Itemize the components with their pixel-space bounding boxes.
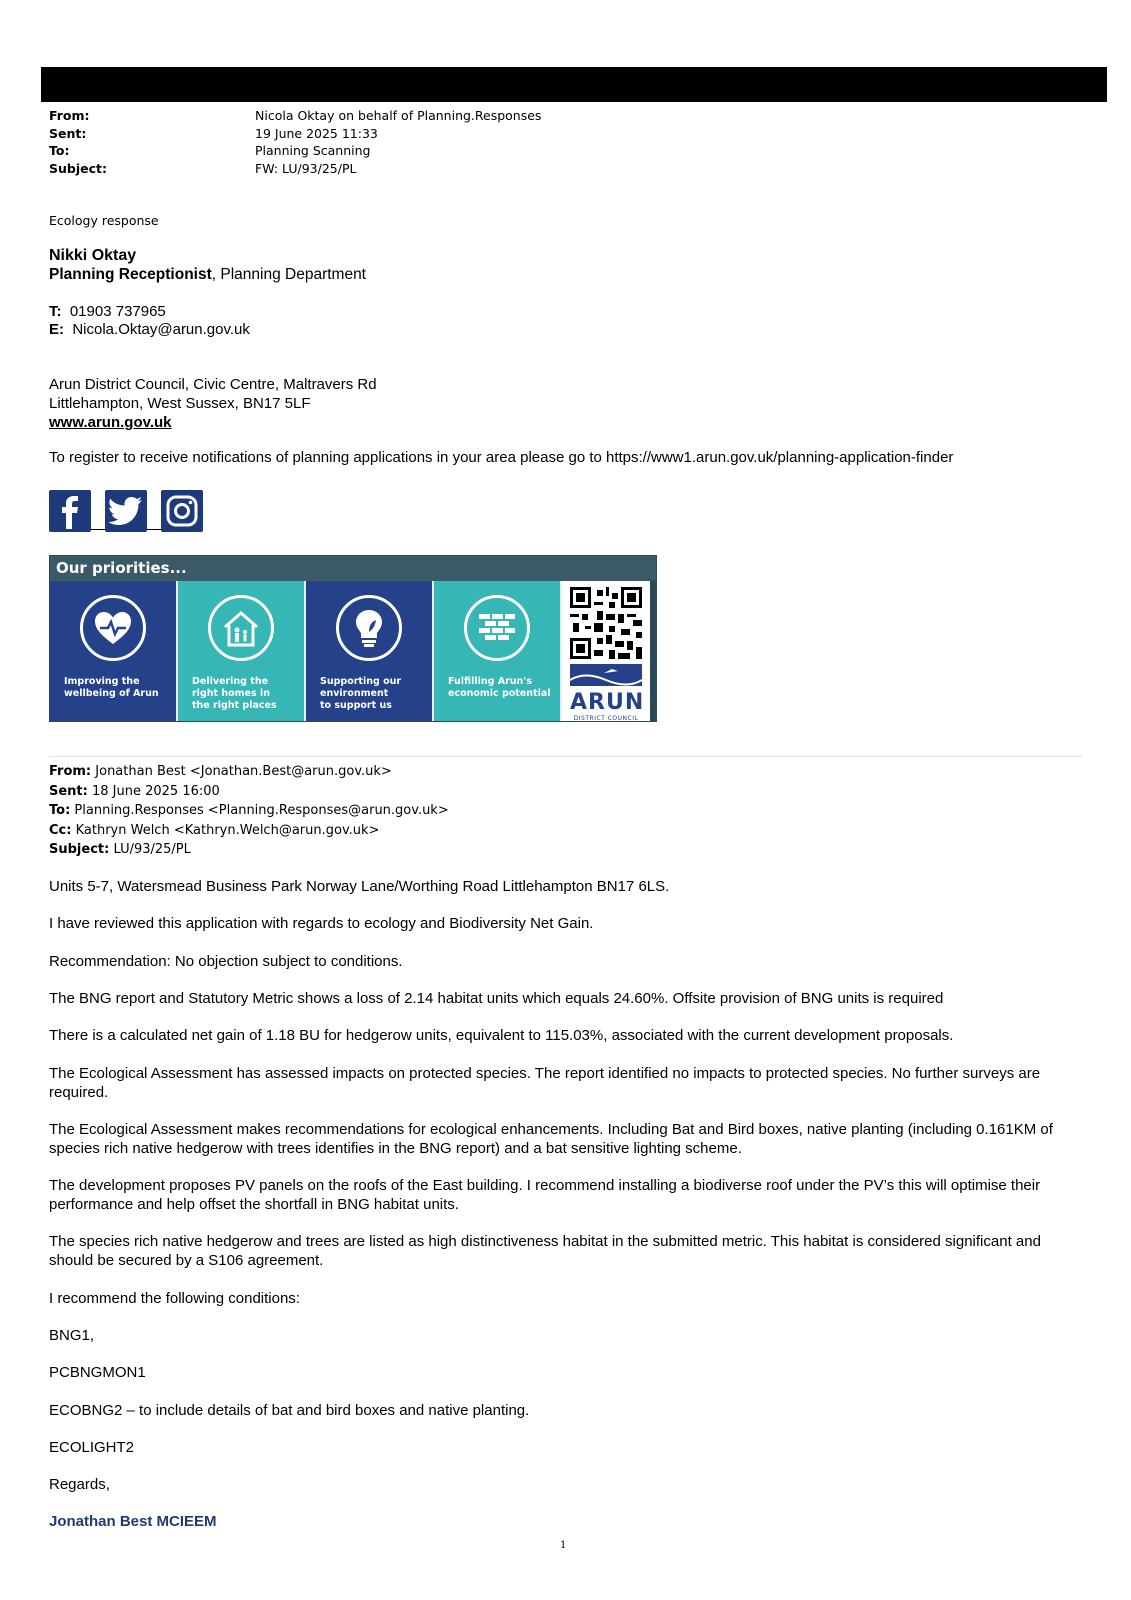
address-line-2: Littlehampton, West Sussex, BN17 5LF — [49, 395, 311, 412]
signature-role-line: Planning Receptionist, Planning Department — [49, 266, 366, 283]
bulb-icon — [336, 595, 402, 661]
body-paragraph: I have reviewed this application with regards to ecology and Biodiversity Net Gain. — [49, 915, 594, 932]
banner-title: Our priorities... — [50, 556, 656, 581]
redaction-bar — [41, 67, 1107, 102]
sender-signature: Jonathan Best MCIEEM — [49, 1513, 217, 1530]
social-icons — [49, 490, 203, 532]
subject-value: FW: LU/93/25/PL — [255, 160, 357, 176]
qr-code-icon — [570, 587, 642, 659]
tile-caption: Delivering the right homes in the right places — [192, 676, 277, 711]
instagram-icon[interactable] — [161, 490, 203, 532]
body-paragraph: The BNG report and Statutory Metric shows a loss of 2.14 habitat units which equals 24.60%. Offsite provision of BNG units is required — [49, 990, 944, 1007]
intro-text: Ecology response — [49, 213, 159, 228]
from-value: Nicola Oktay on behalf of Planning.Responses — [255, 108, 542, 123]
body-paragraph: There is a calculated net gain of 1.18 BU for hedgerow units, equivalent to 115.03%, associated with the current development proposals. — [49, 1027, 954, 1044]
tile-caption: Fulfilling Arun's economic potential — [448, 676, 551, 699]
body-paragraph: Recommendation: No objection subject to conditions. — [49, 953, 403, 970]
priorities-banner — [49, 555, 657, 722]
priority-tile-wellbeing — [50, 581, 178, 721]
email-line: E: Nicola.Oktay@arun.gov.uk — [49, 321, 250, 338]
condition-item: PCBNGMON1 — [49, 1364, 146, 1381]
register-text: To register to receive notifications of planning applications in your area please go to https://www1.arun.gov.uk/planning-application-finder — [49, 449, 954, 466]
twitter-icon[interactable] — [105, 490, 147, 532]
signature-name: Nikki Oktay — [49, 247, 137, 264]
body-paragraph: The Ecological Assessment makes recommendations for ecological enhancements. Including Bat and Bird boxes, native planting (including 0.161KM of species rich native hedgerow with trees identifies in the BNG report) and a bat sensitive lighting scheme. — [49, 1121, 1053, 1157]
website-link[interactable]: www.arun.gov.uk — [49, 414, 172, 431]
priority-tile-homes — [178, 581, 306, 721]
phone-line: T: 01903 737965 — [49, 303, 166, 320]
tile-caption: Supporting our environment to support us — [320, 676, 402, 711]
arun-logo: ARUN DISTRICT COUNCIL — [570, 664, 642, 722]
condition-item: BNG1, — [49, 1327, 95, 1344]
original-message-header: From: Jonathan Best <Jonathan.Best@arun.gov.uk> Sent: 18 June 2025 16:00 To: Planning.Responses <Planning.Responses@arun.gov.uk> Cc: Kathryn Welch <Kathryn.Welch@arun.gov.uk> Subject: LU/93/25/PL — [49, 764, 449, 857]
body-paragraph: The Ecological Assessment has assessed impacts on protected species. The report identified no impacts to protected species. No further surveys are required. — [49, 1065, 1041, 1101]
email-header: From: Nicola Oktay on behalf of Planning.Responses Sent: 19 June 2025 11:33 To: Planning Scanning Subject: FW: LU/93/25/PL — [49, 108, 542, 176]
original-cc: Kathryn Welch <Kathryn.Welch@arun.gov.uk> — [75, 822, 380, 838]
divider — [49, 756, 1083, 757]
heart-icon — [80, 595, 146, 661]
body-paragraph: The development proposes PV panels on the roofs of the East building. I recommend installing a biodiverse roof under the PV’s this will optimise their performance and help offset the shortfall in BNG habitat units. — [49, 1177, 1041, 1213]
email-link[interactable]: Nicola.Oktay@arun.gov.uk — [72, 321, 250, 338]
body-paragraph: Units 5-7, Watersmead Business Park Norway Lane/Worthing Road Littlehampton BN17 6LS. — [49, 878, 670, 895]
body-paragraph: The species rich native hedgerow and trees are listed as high distinctiveness habitat in the submitted metric. This habitat is considered significant and should be secured by a S106 agreement. — [49, 1233, 1041, 1269]
body-paragraph: I recommend the following conditions: — [49, 1290, 300, 1307]
priority-tile-environment — [306, 581, 434, 721]
qr-code-and-logo — [562, 581, 650, 721]
priority-tile-economy — [434, 581, 562, 721]
original-subject: LU/93/25/PL — [113, 842, 191, 857]
sent-value: 19 June 2025 11:33 — [255, 125, 378, 141]
to-value: Planning Scanning — [255, 143, 371, 158]
wall-icon — [464, 595, 530, 661]
address-line-1: Arun District Council, Civic Centre, Maltravers Rd — [49, 376, 377, 393]
tile-caption: Improving the wellbeing of Arun — [64, 676, 159, 699]
home-icon — [208, 595, 274, 661]
page-number: 1 — [560, 1540, 567, 1551]
condition-item: ECOBNG2 – to include details of bat and bird boxes and native planting. — [49, 1402, 530, 1419]
condition-item: ECOLIGHT2 — [49, 1439, 135, 1456]
arun-wave-icon — [570, 664, 642, 686]
original-sent: 18 June 2025 16:00 — [92, 783, 220, 799]
regards-text: Regards, — [49, 1476, 110, 1493]
original-to: Planning.Responses <Planning.Responses@arun.gov.uk> — [74, 803, 449, 818]
facebook-icon[interactable] — [49, 490, 91, 532]
original-from: Jonathan Best <Jonathan.Best@arun.gov.uk> — [95, 764, 392, 779]
